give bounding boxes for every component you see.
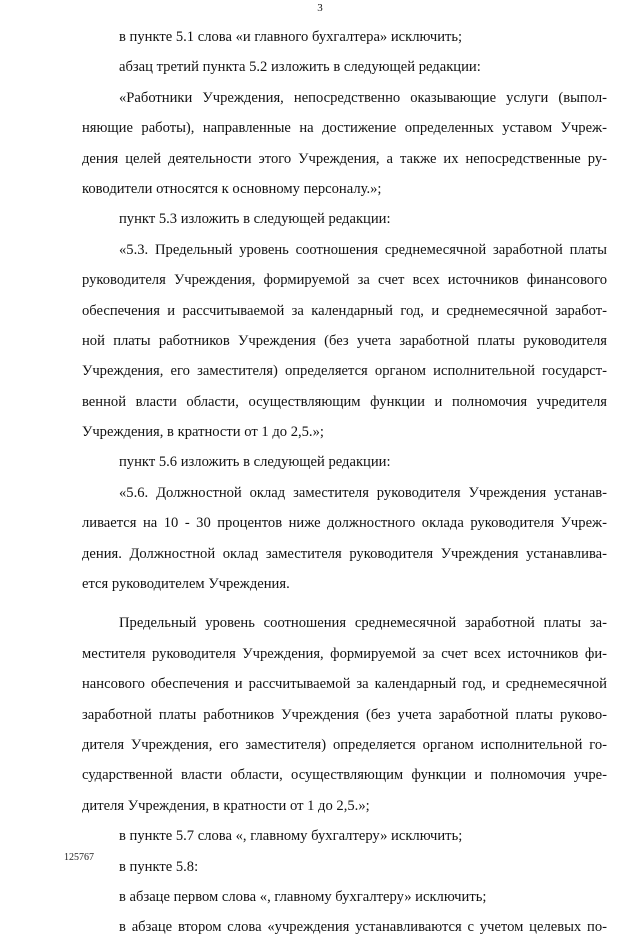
text-line: пункт 5.6 изложить в следующей редакции: (119, 454, 391, 471)
text-line: Предельный уровень соотношения среднемесячной заработной платы за- (119, 615, 607, 632)
text-line: в пункте 5.7 слова «, главному бухгалтеру» исключить; (119, 828, 463, 845)
text-line: пункт 5.3 изложить в следующей редакции: (119, 211, 391, 228)
text-line: дителя Учреждения, в кратности от 1 до 2,5.»; (82, 797, 370, 814)
text-line: «5.6. Должностной оклад заместителя руководителя Учреждения устанав- (119, 484, 607, 501)
footer-code: 125767 (64, 852, 94, 863)
text-line: няющие работы), направленные на достижение определенных уставом Учреж- (82, 120, 607, 137)
text-line: венной власти области, осуществляющим функции и полномочия учредителя (82, 393, 607, 410)
text-line: сударственной власти области, осуществляющим функции и полномочия учре- (82, 767, 607, 784)
text-line: абзац третий пункта 5.2 изложить в следующей редакции: (119, 59, 481, 76)
text-line: в абзаце втором слова «учреждения устанавливаются с учетом целевых по- (119, 919, 607, 936)
text-line: ной платы работников Учреждения (без учета заработной платы руководителя (82, 332, 607, 349)
text-line: местителя руководителя Учреждения, формируемой за счет всех источников фи- (82, 645, 607, 662)
text-line: обеспечения и рассчитываемой за календарный год, и среднемесячной заработ- (82, 302, 607, 319)
paragraph-gap (82, 599, 607, 608)
text-line: ливается на 10 - 30 процентов ниже должностного оклада руководителя Учреж- (82, 515, 607, 532)
text-line: в пункте 5.1 слова «и главного бухгалтера» исключить; (119, 29, 463, 45)
text-line: в абзаце первом слова «, главному бухгалтеру» исключить; (119, 888, 487, 905)
text-line: ется руководителем Учреждения. (82, 576, 290, 593)
text-line: в пункте 5.8: (119, 858, 199, 875)
page-number: 3 (317, 2, 323, 14)
text-line: нансового обеспечения и рассчитываемой за календарный год, и среднемесячной (82, 676, 607, 693)
text-line: руководителя Учреждения, формируемой за счет всех источников финансового (82, 272, 607, 289)
text-line: «Работники Учреждения, непосредственно оказывающие услуги (выпол- (119, 89, 607, 106)
text-line: Учреждения, в кратности от 1 до 2,5.»; (82, 424, 324, 441)
text-line: «5.3. Предельный уровень соотношения среднемесячной заработной платы (119, 241, 607, 258)
text-line: дения целей деятельности этого Учреждения, а также их непосредственные ру- (82, 150, 607, 167)
text-line: ководители относятся к основному персоналу.»; (82, 180, 382, 197)
text-line: дителя Учреждения, его заместителя) определяется органом исполнительной го- (82, 736, 607, 753)
text-line: заработной платы работников Учреждения (без учета заработной платы руково- (82, 706, 607, 723)
document-body (82, 22, 607, 943)
text-line: Учреждения, его заместителя) определяется органом исполнительной государст- (82, 363, 607, 380)
text-line: дения. Должностной оклад заместителя руководителя Учреждения устанавлива- (82, 545, 607, 562)
